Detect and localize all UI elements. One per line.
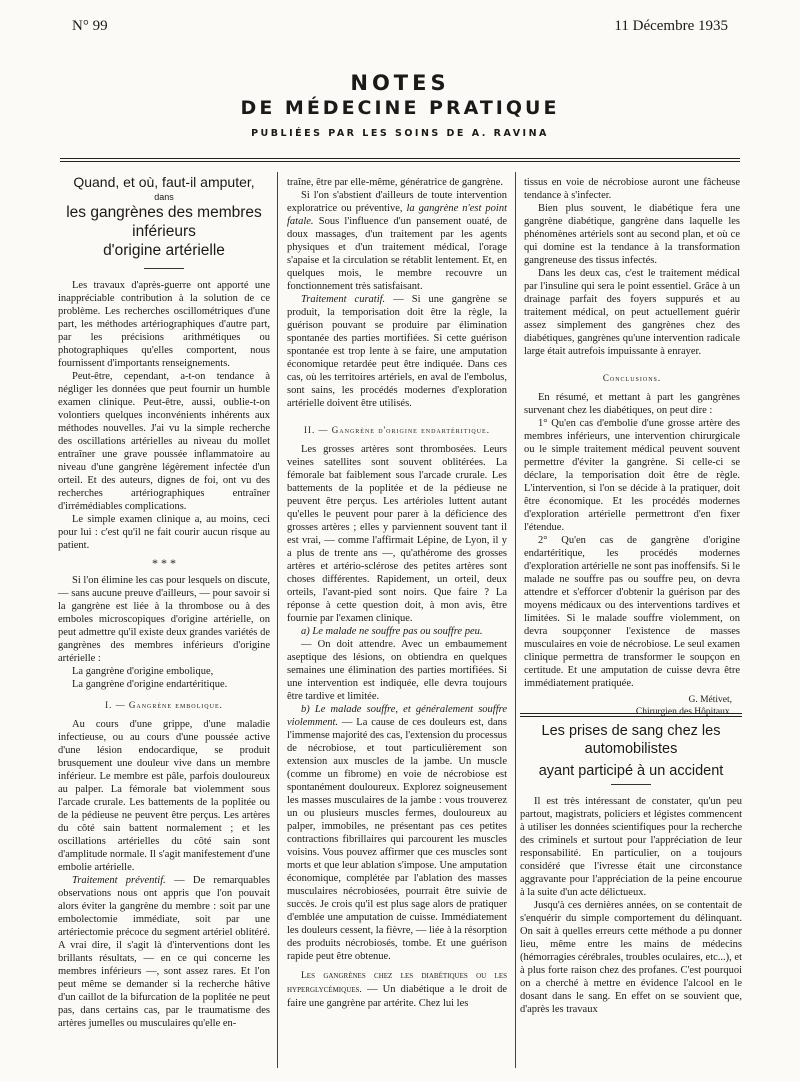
- masthead: [0, 72, 800, 139]
- case-b-text: b) Le malade souffre, et généralement souffre violemment.: [287, 704, 507, 728]
- col2-paragraph-7: [287, 969, 507, 1010]
- type-1: La gangrène d'origine embolique,: [72, 666, 214, 677]
- column-divider-2: [515, 172, 516, 1068]
- col3-paragraph-2: Bien plus souvent, le diabétique fera une gangrène diabétique, gangrène dans laquelle les phénomènes artériels sont au second plan, et où ce qui domine est la tendance à la transformation gangreneuse des tissus infectés.: [524, 203, 740, 266]
- types-paragraph: Si l'on élimine les cas pour lesquels on discute, — sans aucune preuve d'ailleurs, — pour savoir si la gangrène est liée à la thrombose ou à des emboles microscopiques d'origine artérielle, on peut admettre qu'il existe deux grandes variétés de gangrènes des membres inférieurs d'origine artérielle :: [58, 575, 270, 664]
- section-1-paragraph-2-text: — De remarquables observations nous ont appris que l'on pouvait alors éviter la gangrène du membre : soit par une embolectomie immédiate, soit par une artériectomie précoce du segment artériel oblitéré. A vrai dire, il s'agit là d'interventions dont les brillants résultats, — en ce qui concerne les membres inférieurs —, sont assez rares. Et l'on peut même se demander si la recherche hâtive d'un caillot de la bifurcation de la poplitée ne peut pas, dans certains cas, par le traumatisme des artères jumelles ou musculaires qu'elle en-: [58, 875, 270, 1029]
- col2-paragraph-3-text: — Si une gangrène se produit, la temporisation doit être la règle, la guérison pouvant se produire par élimination spontanée des parties mortifiées. Si cette guérison spontanée est trop lente à se faire, une amputation économique retardée peut être indiquée. Dans ces cas, où les territoires artériels, en aval de l'embolus, sont sains, les procédés modernes d'exploration artérielle doivent être utilisés.: [287, 294, 507, 409]
- col2-paragraph-4: Les grosses artères sont thrombosées. Leurs veines satellites sont souvent oblitérées. La fémorale bat faiblement sous l'arcade crurale. Les battements de la poplitée et de la pédieuse ne peuvent être perçus. Les artérioles luttent autant qu'elles le peuvent pour parer à la déficience des grosses artères ; elles y parviennent souvent tant il est vrai, — comme l'affirmait Lépine, de Lyon, il y a plus de trente ans —, qu'athérome des grosses artères et artério-sclérose des petites artères sont choses différentes. Rapidement, un orteil, deux orteils, l'avant-pied sont noirs. Que faire ? La réponse à cette question doit, à mon avis, être fournie par l'examen clinique.: [287, 444, 507, 624]
- article-2-paragraph-1: Il est très intéressant de constater, qu'un peu partout, magistrats, policiers et légistes commencent à utiliser les données scientifiques pour la recherche des criminels et surtout pour l'appréciation de leur responsabilité. En particulier, on a toujours considéré que l'ivresse était une circonstance aggravante pour l'appréciation de la peine encourue à la suite d'un acte délictueux.: [520, 796, 742, 898]
- masthead-rule-1: [60, 158, 740, 159]
- author-title: Chirurgien des Hôpitaux.: [635, 707, 732, 717]
- col3-paragraph-3: Dans les deux cas, c'est le traitement médical par l'insuline qui sera le point essentiel. Grâce à un drainage parfait des foyers suppurés et au traitement médical, on peut actuellement guérir assez simplement des gangrènes chez des diabétiques, gangrènes qu'une intervention radicale large était autrefois impuissante à enrayer.: [524, 268, 740, 357]
- article-2: [520, 722, 742, 1068]
- col2-paragraph-2-italic: la gangrène n'est point fatale.: [287, 203, 507, 227]
- col2-paragraph-3: [287, 293, 507, 410]
- article-1-title-line-3: les gangrènes des membres inférieurs: [66, 204, 262, 240]
- section-1-paragraph-2: [58, 874, 270, 1030]
- article-1-title-line-2: dans: [154, 192, 174, 202]
- col3-paragraph-5: 1° Qu'en cas d'embolie d'une grosse artère des membres inférieurs, une intervention chirurgicale ou le simple traitement médical peuvent souvent permettre d'éviter la gangrène. Si celle-ci se déclare, la temporisation doit être de règle. L'intervention, si l'on se décide à la pratiquer, doit être économique. Et les procédés modernes d'exploration artérielle permettront d'en fixer l'étendue.: [524, 418, 740, 533]
- intro-paragraph-3: Le simple examen clinique a, au moins, ceci pour lui : c'est qu'il ne fait courir aucun risque au patient.: [58, 514, 270, 551]
- col2-paragraph-5: — On doit attendre. Avec un embaumement aseptique des lésions, on obtiendra en quelques semaines une élimination des parties mortifiées. Si une intervention est indiquée, elle devra toujours être tardive et limitée.: [287, 639, 507, 702]
- article-2-rule-2: [520, 716, 742, 717]
- case-a-text: a) Le malade ne souffre pas ou souffre peu.: [301, 626, 483, 637]
- article-2-title-line-1: Les prises de sang chez les automobilistes: [541, 723, 721, 757]
- article-1-title-line-1: Quand, et où, faut-il amputer,: [73, 174, 255, 190]
- case-a: [287, 625, 507, 638]
- article-2-paragraph-2: Jusqu'à ces dernières années, on se contentait de s'enquérir du simple comportement du délinquant. On sait à quelles erreurs cette méthode a pu donner lieu, même entre les mains de médecins (hémorragies cérébrales, troubles oculaires, etc...), et à plus forte raison chez des profanes. C'est pourquoi on a cherché à mettre en évidence l'alcool en le dosant dans le sang. En effet on se souvient que, d'après les travaux: [520, 900, 742, 1015]
- section-2-heading: II. — Gangrène d'origine endartéritique.: [304, 425, 490, 435]
- col2-paragraph-1: traîne, être par elle-même, génératrice de gangrène.: [287, 177, 503, 188]
- column-3: [524, 176, 740, 717]
- title-rule: [144, 268, 184, 269]
- column-2: [287, 176, 507, 1068]
- article-2-title-rule: [611, 784, 651, 785]
- traitement-preventif-label: Traitement préventif.: [72, 875, 166, 886]
- author-name: G. Métivet,: [688, 695, 732, 705]
- column-1: [58, 174, 270, 1068]
- col2-paragraph-2b: Sous l'influence d'un pansement ouaté, de doux massages, d'un traitement par les agents physiques et d'un traitement médical, l'orage s'apaise et la circulation se rétablit lentement. Et, en quelques mois, le membre recouvre un fonctionnement très satisfaisant.: [287, 216, 507, 292]
- masthead-line-1: NOTES: [350, 71, 450, 95]
- masthead-rule-2: [60, 161, 740, 162]
- col3-paragraph-1: tissus en voie de nécrobiose auront une fâcheuse tendance à s'infecter.: [524, 177, 740, 201]
- section-1-paragraph-1: Au cours d'une grippe, d'une maladie infectieuse, ou au cours d'une poussée active d'une lésion endocardique, se produit brusquement une douleur vive dans un membre inférieur. Le membre est pâle, parfois douloureux au palper. La fémorale bat violemment sous l'arcade crurale. Les battements de la poplitée ou de la pédieuse ne peuvent être perçus. Les artères du côté sain battent normalement ; et les oscillations artérielles du côté sain sont d'amplitude normale. Il s'agit manifestement d'une embolie artérielle.: [58, 719, 270, 873]
- col3-paragraph-4: En résumé, et mettant à part les gangrènes survenant chez les diabétiques, on peut dire :: [524, 392, 740, 416]
- masthead-line-2: DE MÉDECINE PRATIQUE: [240, 97, 560, 119]
- conclusions-heading: Conclusions.: [602, 373, 662, 383]
- col2-paragraph-2a: Si l'on s'abstient d'ailleurs de toute intervention exploratrice ou préventive,: [287, 190, 507, 214]
- col2-paragraph-6-text: — La cause de ces douleurs est, dans l'immense majorité des cas, l'extension du processus de nécrobiose, et tout particulièrement son extension aux muscles de la jambe. Un muscle (comme un fibrome) en voie de nécrobiose est spontanément douloureux. Explorez soigneusement les masses musculaires de la jambe : vous trouverez un ou plusieurs muscles fermes, douloureux au palper, immobiles, ne présentant pas ces petites contractions fibrillaires qui parcourent les muscles voisins. Vous pouvez affirmer que ces muscles sont morts et que leur ablation s'impose. Une amputation économique, complétée par l'ablation des masses musculaires nécrobiosées, pourrait être suivie de succès. Je crois qu'il est plus sage alors de pratiquer d'emblée une amputation de cuisse. Immédiatement les douleurs cessent, la fièvre, — liée à la résorption des produits nécrobiosés, tombe. Et une guérison rapide peut être obtenue.: [287, 717, 507, 962]
- col2-paragraph-2: [287, 189, 507, 293]
- article-2-title-line-2: ayant participé à un accident: [538, 763, 724, 779]
- col2-paragraph-7-text: — Un diabétique a le droit de faire une gangrène par artérite. Chez lui les: [287, 984, 507, 1009]
- article-2-rule-1: [520, 713, 742, 714]
- col3-paragraph-6: 2° Qu'en cas de gangrène d'origine endartéritique, les procédés modernes d'exploration artérielle ne sont pas inoffensifs. Si le malade ne souffre pas ou souffre peu, on devra attendre et s'efforcer d'obtenir la guérison par des moyens médicaux ou des interventions tardives et limitées. Si le malade souffre violemment, on devra soupçonner l'existence de masses musculaires en voie de nécrobiose. Le seul examen clinique permettra de transformer le soupçon en certitude. Et une amputation de cuisse devra être immédiatement pratiquée.: [524, 535, 740, 689]
- col2-paragraph-6: [287, 703, 507, 963]
- intro-paragraph-1: Les travaux d'après-guerre ont apporté une inappréciable contribution à la solution de ce problème. Les recherches oscillométriques d'une part, les méthodes artériographiques d'autre part, par les précisions arithmétiques ou photographiques qu'elles comportent, nous fournissent d'importants renseignements.: [58, 280, 270, 369]
- section-stars: * * *: [152, 556, 176, 570]
- article-1-title-line-4: d'origine artérielle: [103, 242, 225, 259]
- article-1-title: [58, 174, 270, 260]
- masthead-line-3: PUBLIÉES PAR LES SOINS DE A. RAVINA: [251, 128, 549, 139]
- traitement-curatif-label: Traitement curatif.: [301, 294, 386, 305]
- intro-paragraph-2: Peut-être, cependant, a-t-on tendance à négliger les données que peut fournir un humble examen clinique. Peut-être, aussi, oublie-t-on volontiers quelques inconvénients inhérents aux méthodes nouvelles. J'ai vu la simple recherche des oscillations artérielles au niveau du mollet entraîner une grave poussée inflammatoire au niveau d'une gangrène légèrement infectée d'un orteil. Et des auteurs, dignes de foi, ont vu des recherches artériographiques entraîner d'irrémédiables complications.: [58, 371, 270, 512]
- section-1-heading: I. — Gangrène embolique.: [105, 700, 223, 710]
- column-divider-1: [277, 172, 278, 1068]
- type-2: La gangrène d'origine endartéritique.: [72, 679, 228, 690]
- issue-number: N° 99: [72, 18, 108, 34]
- diabetiques-heading: Les gangrènes chez les diabétiques ou les hyperglycémiques.: [287, 971, 507, 995]
- issue-date: 11 Décembre 1935: [614, 18, 728, 34]
